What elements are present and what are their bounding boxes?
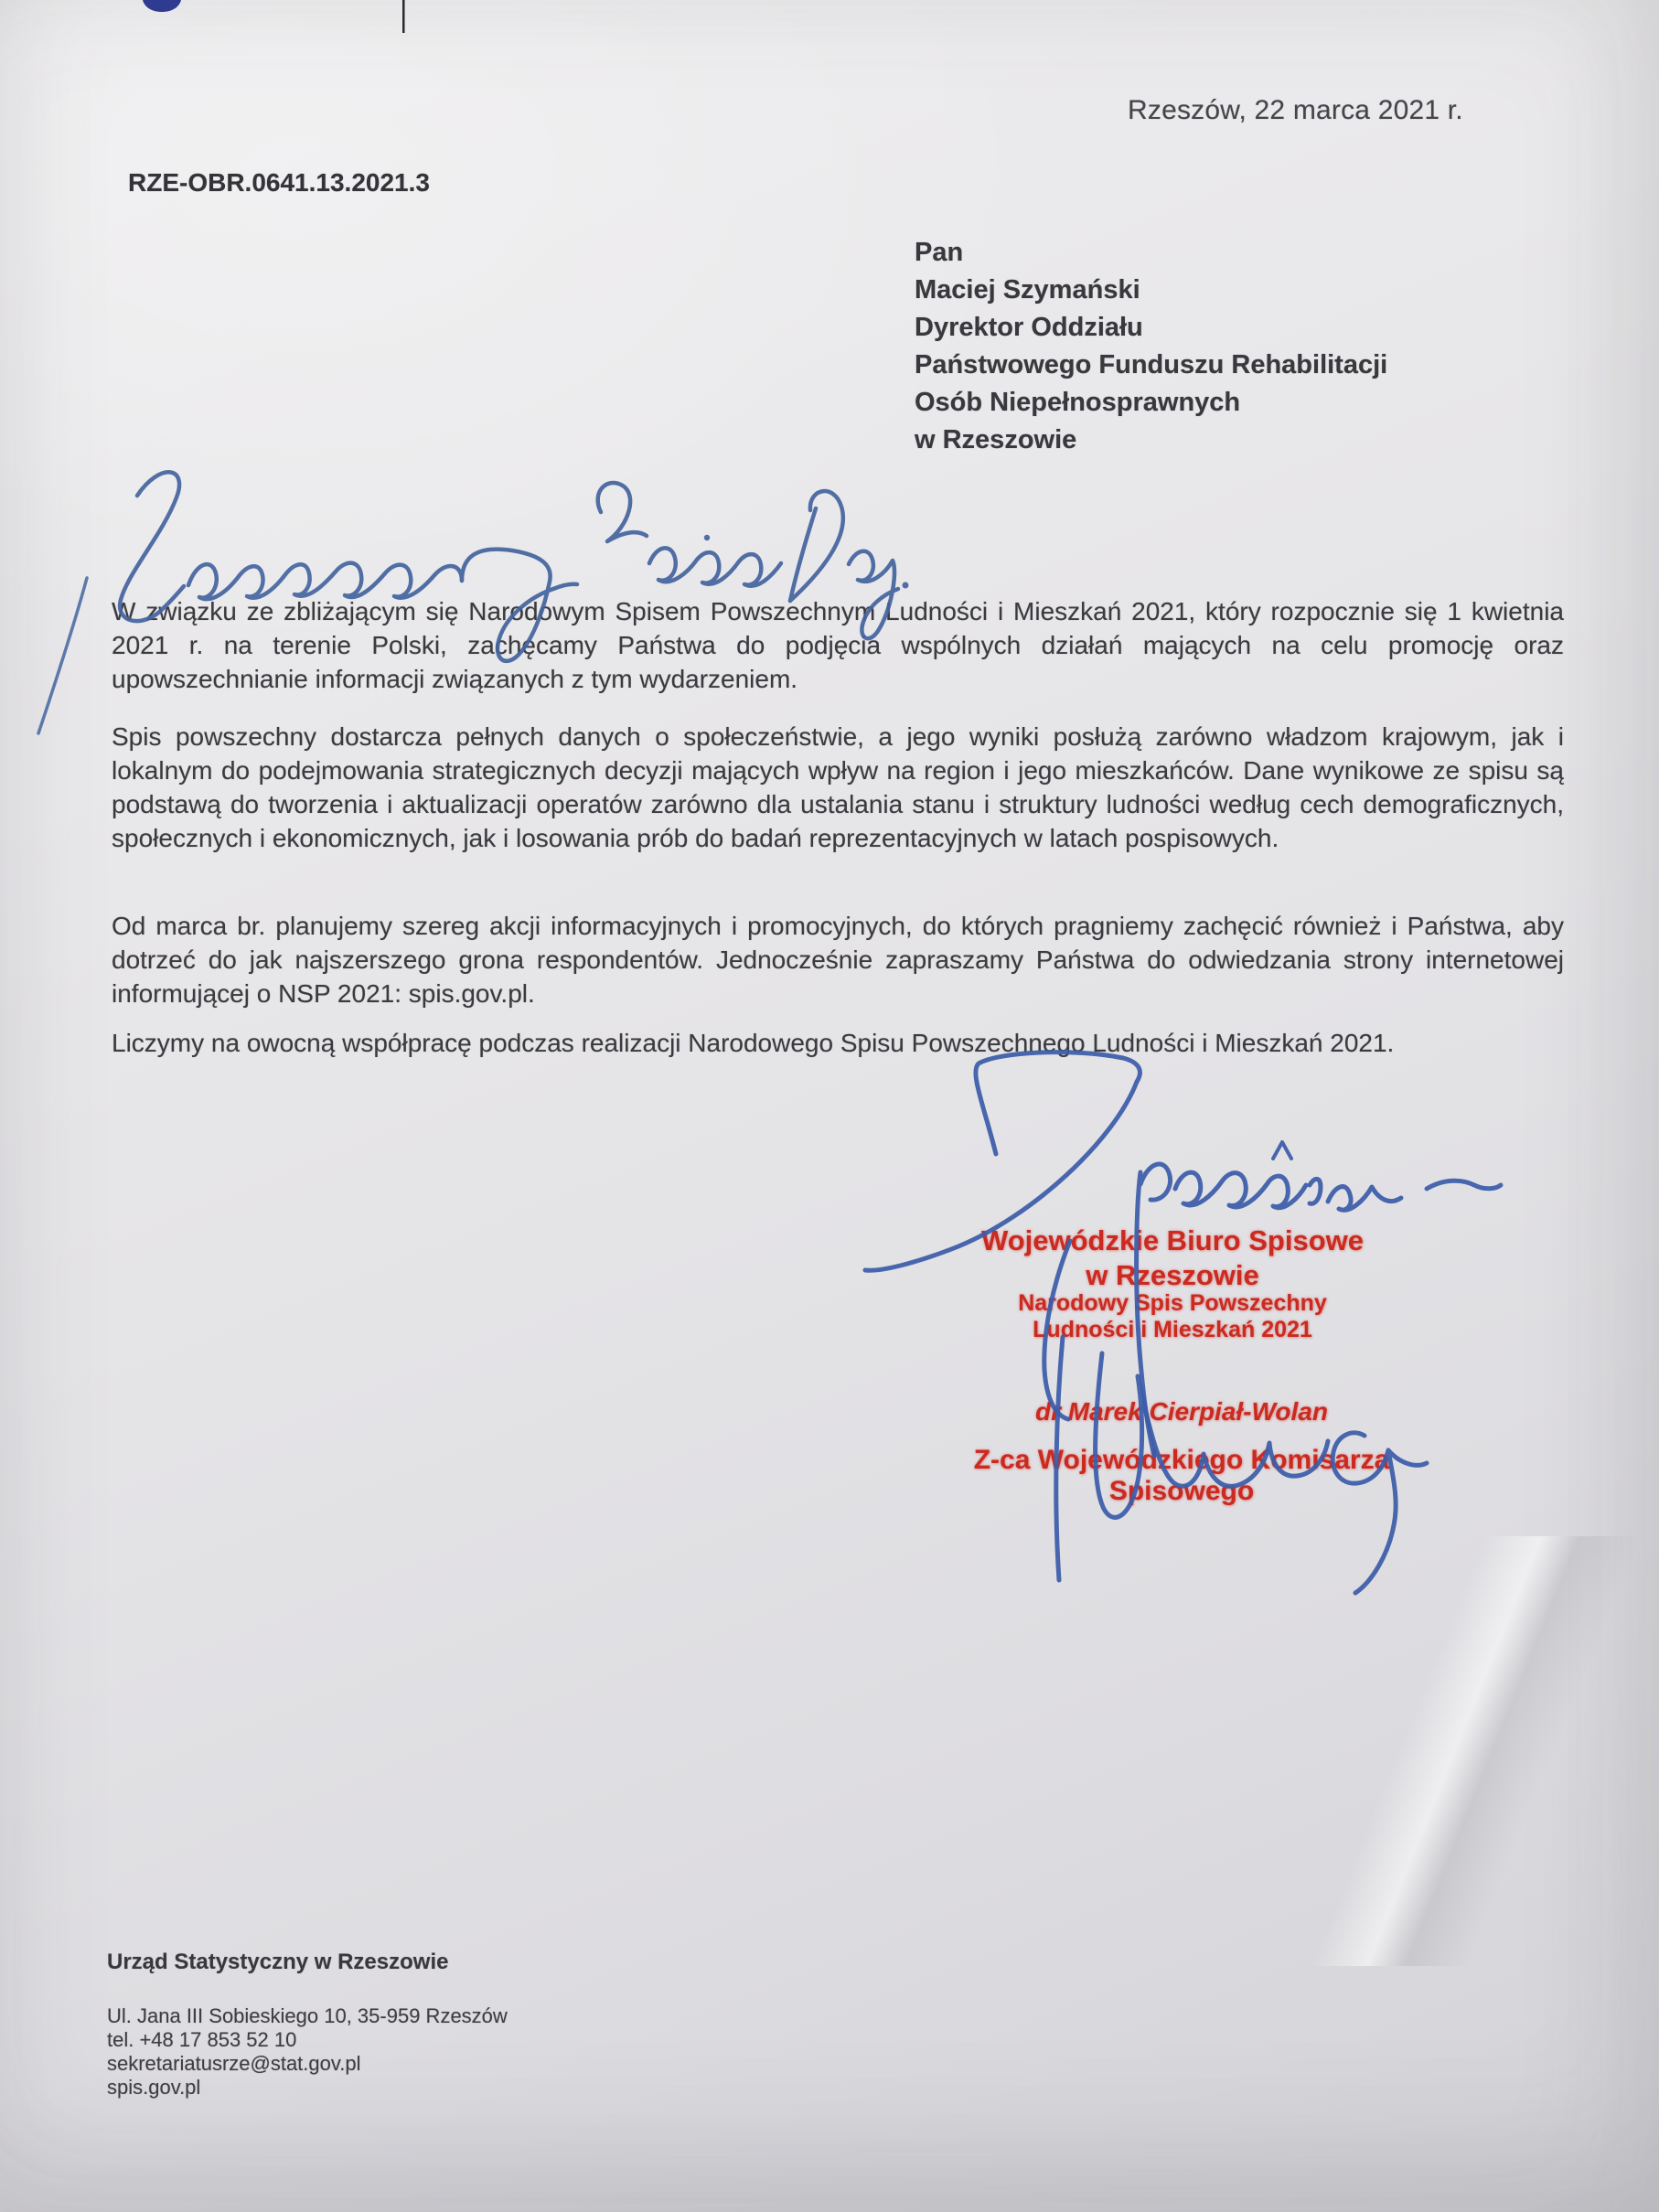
recipient-line: Maciej Szymański xyxy=(915,275,1140,305)
stamp-census-line1: Narodowy Spis Powszechny xyxy=(1018,1290,1327,1316)
footer-contact-block xyxy=(107,2004,508,2100)
recipient-line: Dyrektor Oddziału xyxy=(915,313,1143,342)
footer-email: sekretariatusrze@stat.gov.pl xyxy=(107,2052,361,2075)
date-line: Rzeszów, 22 marca 2021 r. xyxy=(1128,95,1463,125)
stamp-office-line2: w Rzeszowie xyxy=(1086,1259,1259,1291)
footer-office-name: Urząd Statystyczny w Rzeszowie xyxy=(107,1950,449,1974)
body-paragraph-4: Liczymy na owocną współpracę podczas realizacji Narodowego Spisu Powszechnego Ludności i Mieszkań 2021. xyxy=(112,1029,1395,1057)
recipient-line: Pan xyxy=(915,238,964,267)
margin-pen-stroke xyxy=(38,578,87,733)
body-paragraph-1: W związku ze zbliżającym się Narodowym Spisem Powszechnym Ludności i Mieszkań 2021, który rozpocznie się 1 kwietnia 2021 r. na terenie Polski, zachęcamy Państwa do podjęcia wspólnych działań mających na celu promocję oraz upowszechnianie informacji związanych z tym wydarzeniem. xyxy=(112,597,1564,693)
reference-number: RZE-OBR.0641.13.2021.3 xyxy=(128,168,430,197)
stamp-census-line2: Ludności i Mieszkań 2021 xyxy=(1033,1317,1312,1342)
recipient-line: Państwowego Funduszu Rehabilitacji xyxy=(915,350,1388,379)
footer-phone: tel. +48 17 853 52 10 xyxy=(107,2028,297,2051)
paper-crease xyxy=(1271,1536,1659,1966)
recipient-block xyxy=(915,234,1387,459)
recipient-line: Osób Niepełnosprawnych xyxy=(915,388,1241,417)
body-paragraph-2: Spis powszechny dostarcza pełnych danych o społeczeństwie, a jego wyniki posłużą zarówno władzom krajowym, jak i lokalnym do podejmowania strategicznych decyzji mających wpływ na region i jego mieszkańców. Dane wynikowe ze spisu są podstawą do tworzenia i aktualizacji operatów zarówno dla ustalania stanu i struktury ludności według cech demograficznych, społecznych i ekonomicznych, jak i losowania prób do badań reprezentacyjnych w latach pospisowych. xyxy=(112,722,1564,852)
footer-website: spis.gov.pl xyxy=(107,2076,201,2099)
ink-blob xyxy=(143,0,181,12)
footer-address: Ul. Jana III Sobieskiego 10, 35-959 Rzeszów xyxy=(107,2004,508,2027)
body-paragraph-3: Od marca br. planujemy szereg akcji informacyjnych i promocyjnych, do których pragniemy zachęcić również i Państwa, aby dotrzeć do jak najszerszego grona respondentów. Jednocześnie zapraszamy Państwa do odwiedzania strony internetowej informującej o NSP 2021: spis.gov.pl. xyxy=(112,912,1564,1008)
signer-name: dr Marek Cierpiał-Wolan xyxy=(1034,1397,1328,1426)
recipient-line: w Rzeszowie xyxy=(915,425,1077,454)
stamp-office-line1: Wojewódzkie Biuro Spisowe xyxy=(981,1224,1364,1256)
signer-title: Z-ca Wojewódzkiego Komisarza Spisowego xyxy=(973,1445,1390,1506)
scan-line xyxy=(402,0,405,33)
